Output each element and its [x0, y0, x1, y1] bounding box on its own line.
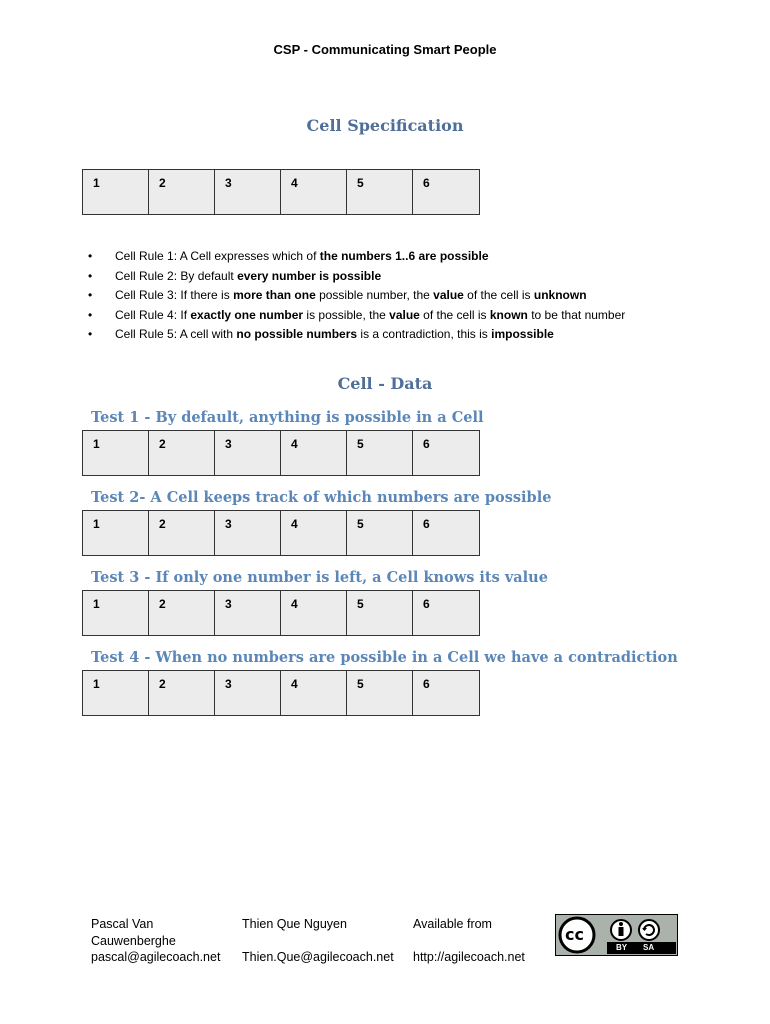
cell-number: 1 [83, 671, 149, 715]
availability-url[interactable]: http://agilecoach.net [413, 950, 525, 964]
cell-number: 4 [281, 170, 347, 214]
cell-number: 5 [347, 591, 413, 635]
cell-number: 6 [413, 671, 479, 715]
rule-text: is possible, the [303, 307, 390, 322]
author-1-email[interactable]: pascal@agilecoach.net [91, 950, 221, 964]
rule-text: Cell Rule 4: If [115, 307, 191, 322]
cell-rules-list [88, 247, 625, 345]
author-1-name: Pascal Van [91, 917, 154, 931]
rule-emphasis: value [433, 288, 464, 303]
cell-number: 5 [347, 671, 413, 715]
bullet-icon [88, 247, 115, 267]
cell-number: 4 [281, 671, 347, 715]
page-header: CSP - Communicating Smart People [273, 42, 497, 57]
cell-rule-5 [88, 325, 625, 345]
rule-text: Cell Rule 3: If there is [115, 288, 234, 303]
rule-emphasis: the numbers 1..6 are possible [319, 249, 489, 263]
license-terms-bar [607, 942, 676, 954]
availability-label: Available from [413, 917, 492, 931]
cell-number: 3 [215, 170, 281, 214]
cc-mark: cc [565, 925, 584, 944]
test-3-title: Test 3 - If only one number is left, a Cell knows its value [91, 569, 548, 586]
rule-text: of the cell is [419, 307, 490, 322]
cell-number: 2 [149, 671, 215, 715]
spec-cell-row [82, 169, 480, 215]
test-1-title: Test 1 - By default, anything is possible in a Cell [91, 409, 484, 426]
cell-number: 1 [83, 431, 149, 475]
rule-emphasis: more than one [233, 288, 316, 303]
test-4-title: Test 4 - When no numbers are possible in a Cell we have a contradiction [91, 649, 678, 666]
test-1-cell-row [82, 430, 480, 476]
bullet-icon [88, 286, 115, 306]
test-4-cell-row [82, 670, 480, 716]
cell-number: 6 [413, 511, 479, 555]
cell-rule-3 [88, 286, 625, 306]
cell-rule-4 [88, 306, 625, 326]
cell-number: 2 [149, 431, 215, 475]
cell-number: 3 [215, 591, 281, 635]
license-sa: SA [643, 943, 655, 952]
license-by: BY [616, 943, 628, 952]
cell-number: 2 [149, 591, 215, 635]
cell-number: 4 [281, 511, 347, 555]
author-1-name-continued: Cauwenberghe [91, 933, 176, 948]
rule-emphasis: impossible [491, 327, 554, 342]
cell-number: 6 [413, 170, 479, 214]
rule-emphasis: every number is possible [237, 268, 382, 283]
rule-emphasis: unknown [533, 288, 587, 303]
rule-emphasis: known [489, 307, 528, 322]
cell-rule-2 [88, 267, 625, 287]
test-3-cell-row [82, 590, 480, 636]
bullet-icon [88, 306, 115, 326]
cell-number: 3 [215, 511, 281, 555]
author-2-email[interactable]: Thien.Que@agilecoach.net [242, 950, 394, 964]
cell-number: 1 [83, 511, 149, 555]
data-section-title: Cell - Data [337, 374, 433, 393]
cell-number: 2 [149, 511, 215, 555]
rule-emphasis: value [389, 307, 420, 322]
rule-text: Cell Rule 5: A cell with [115, 327, 237, 342]
cell-number: 1 [83, 591, 149, 635]
author-1-block [91, 916, 220, 966]
author-2-block [242, 916, 394, 966]
cell-number: 5 [347, 431, 413, 475]
bullet-icon [88, 267, 115, 287]
cell-number: 4 [281, 591, 347, 635]
cell-number: 6 [413, 591, 479, 635]
availability-block [413, 916, 525, 966]
cell-number: 5 [347, 170, 413, 214]
cell-number: 6 [413, 431, 479, 475]
rule-text: Cell Rule 2: By default [115, 268, 238, 283]
rule-text: to be that number [527, 307, 626, 322]
rule-text: of the cell is [463, 288, 534, 303]
cell-rule-1 [88, 247, 625, 267]
rule-text: is a contradiction, this is [357, 327, 492, 342]
cell-number: 4 [281, 431, 347, 475]
cell-number: 2 [149, 170, 215, 214]
author-2-name: Thien Que Nguyen [242, 917, 347, 931]
creative-commons-license-badge[interactable] [555, 914, 678, 956]
rule-text: Cell Rule 1: A Cell expresses which of [115, 249, 320, 263]
cell-number: 3 [215, 671, 281, 715]
rule-emphasis: no possible numbers [236, 327, 358, 342]
cell-number: 3 [215, 431, 281, 475]
spec-title: Cell Specification [306, 116, 464, 135]
test-2-cell-row [82, 510, 480, 556]
rule-emphasis: exactly one number [190, 307, 304, 322]
cell-number: 5 [347, 511, 413, 555]
cell-number: 1 [83, 170, 149, 214]
test-2-title: Test 2- A Cell keeps track of which numbers are possible [91, 489, 552, 506]
rule-text: possible number, the [315, 288, 434, 303]
bullet-icon [88, 325, 115, 345]
